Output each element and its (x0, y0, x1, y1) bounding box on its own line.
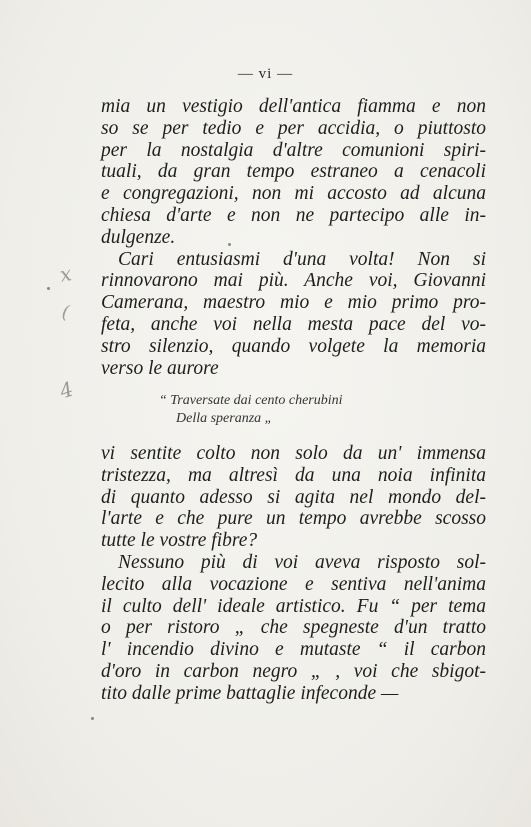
quote-line-1: “ Traversate dai cento cherubini (159, 393, 343, 408)
paragraph-4-line-2: lecito alla vocazione e sentiva nell'anima (101, 573, 486, 595)
quote-line-2: Della speranza „ (176, 411, 273, 426)
paragraph-1-line-1: mia un vestigio dell'antica fiamma e non (101, 96, 486, 117)
paragraph-3-line-2: tristezza, ma altresì da una noia infinita (101, 464, 486, 486)
paragraph-4-line-4: o per ristoro „ che spegneste d'un tratto (101, 617, 486, 639)
paragraph-3-line-1: vi sentite colto non solo da un' immensa (101, 443, 486, 464)
ink-speck (91, 717, 94, 720)
text-block-upper (101, 96, 486, 379)
paragraph-2-line-6: verso le aurore (101, 357, 219, 379)
paragraph-4-line-7: tito dalle prime battaglie infeconde — (101, 682, 399, 704)
paragraph-3-line-4: l'arte e che pure un tempo avrebbe scosso (101, 508, 486, 530)
paragraph-2-line-4: feta, anche voi nella mesta pace del vo- (101, 313, 486, 335)
paragraph-1-line-5: e congregazioni, non mi accosto ad alcuna (101, 183, 486, 205)
margin-pencil-mark: x (58, 261, 74, 287)
paragraph-1-line-7: dulgenze. (101, 226, 176, 248)
verse-quote (159, 392, 419, 428)
paragraph-1-line-4: tuali, da gran tempo estraneo a cenacoli (101, 161, 486, 183)
margin-pencil-mark: ( (60, 301, 71, 324)
paragraph-4-line-5: l' incendio divino e mutaste “ il carbon (101, 639, 486, 661)
paragraph-4-line-1: Nessuno più di voi aveva risposto sol- (118, 551, 486, 573)
paragraph-4-line-6: d'oro in carbon negro „ , voi che sbigot- (101, 660, 486, 682)
paragraph-1-line-3: per la nostalgia d'altre comunioni spiri- (101, 139, 486, 161)
text-block-lower (101, 443, 486, 705)
paragraph-2-line-3: Camerana, maestro mio e mio primo pro- (101, 292, 486, 314)
ink-speck (47, 287, 50, 290)
paragraph-4-line-3: il culto dell' ideale artistico. Fu “ per tema (101, 595, 486, 617)
paragraph-2-line-1: Cari entusiasmi d'una volta! Non si (118, 248, 486, 270)
paragraph-2-line-2: rinnovarono mai più. Anche voi, Giovanni (101, 270, 486, 292)
ink-speck (228, 243, 231, 246)
margin-pencil-mark: 4 (56, 376, 77, 404)
page-number: — vi — (237, 66, 294, 82)
paragraph-1-line-6: chiesa d'arte e non ne partecipo alle in- (101, 204, 486, 226)
paragraph-2-line-5: stro silenzio, quando volgete la memoria (101, 335, 486, 357)
paragraph-3-line-5: tutte le vostre fibre? (101, 530, 258, 552)
paragraph-3-line-3: di quanto adesso si agita nel mondo del- (101, 486, 486, 508)
paragraph-1-line-2: so se per tedio e per accidia, o piuttosto (101, 117, 486, 139)
